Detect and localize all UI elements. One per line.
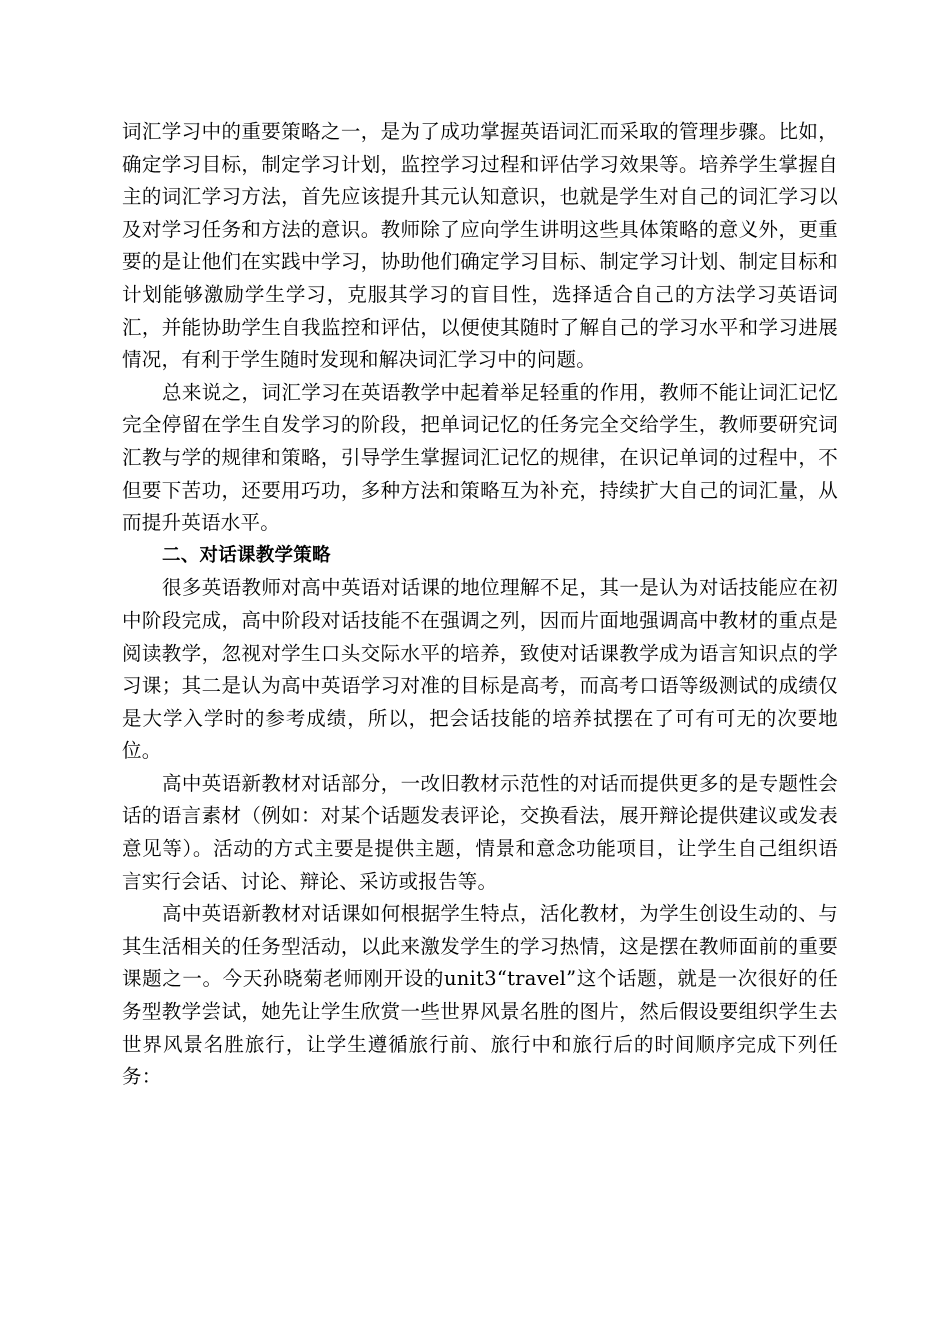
- paragraph-dialogue-problems: 很多英语教师对高中英语对话课的地位理解不足，其一是认为对话技能应在初中阶段完成，高中阶段对话技能不在强调之列，因而片面地强调高中教材的重点是阅读教学，忽视对学生口头交际水平的培养，致使对话课教学成为语言知识点的学习课；其二是认为高中英语学习对准的目标是高考，而高考口语等级测试的成绩仅是大学入学时的参考成绩，所以，把会话技能的培养拭摆在了可有可无的次要地位。: [122, 576, 838, 763]
- paragraph-task-activity: 高中英语新教材对话课如何根据学生特点，活化教材，为学生创设生动的、与其生活相关的任务型活动，以此来激发学生的学习热情，这是摆在教师面前的重要课题之一。今天孙晓菊老师刚开设的unit3“travel”这个话题，就是一次很好的任务型教学尝试，她先让学生欣赏一些世界风景名胜的图片，然后假设要组织学生去世界风景名胜旅行，让学生遵循旅行前、旅行中和旅行后的时间顺序完成下列任务：: [122, 902, 838, 1089]
- paragraph-new-textbook: 高中英语新教材对话部分，一改旧教材示范性的对话而提供更多的是专题性会话的语言素材（例如：对某个话题发表评论，交换看法，展开辩论提供建议或发表意见等）。活动的方式主要是提供主题，情景和意念功能项目，让学生自己组织语言实行会话、讨论、辩论、采访或报告等。: [122, 771, 838, 893]
- document-body: [122, 116, 838, 1094]
- paragraph-vocabulary-summary: 总来说之，词汇学习在英语教学中起着举足轻重的作用，教师不能让词汇记忆完全停留在学生自发学习的阶段，把单词记忆的任务完全交给学生，教师要研究词汇教与学的规律和策略，引导学生掌握词汇记忆的规律，在识记单词的过程中，不但要下苦功，还要用巧功，多种方法和策略互为补充，持续扩大自己的词汇量，从而提升英语水平。: [122, 380, 838, 535]
- paragraph-vocabulary-strategy: 词汇学习中的重要策略之一，是为了成功掌握英语词汇而采取的管理步骤。比如，确定学习目标，制定学习计划，监控学习过程和评估学习效果等。培养学生掌握自主的词汇学习方法，首先应该提升其元认知意识，也就是学生对自己的词汇学习以及对学习任务和方法的意识。教师除了应向学生讲明这些具体策略的意义外，更重要的是让他们在实践中学习，协助他们确定学习目标、制定学习计划、制定目标和计划能够激励学生学习，克服其学习的盲目性，选择适合自己的方法学习英语词汇，并能协助学生自我监控和评估，以便使其随时了解自己的学习水平和学习进展情况，有利于学生随时发现和解决词汇学习中的问题。: [122, 120, 838, 372]
- section-heading-dialogue-strategy: 二、对话课教学策略: [162, 544, 331, 566]
